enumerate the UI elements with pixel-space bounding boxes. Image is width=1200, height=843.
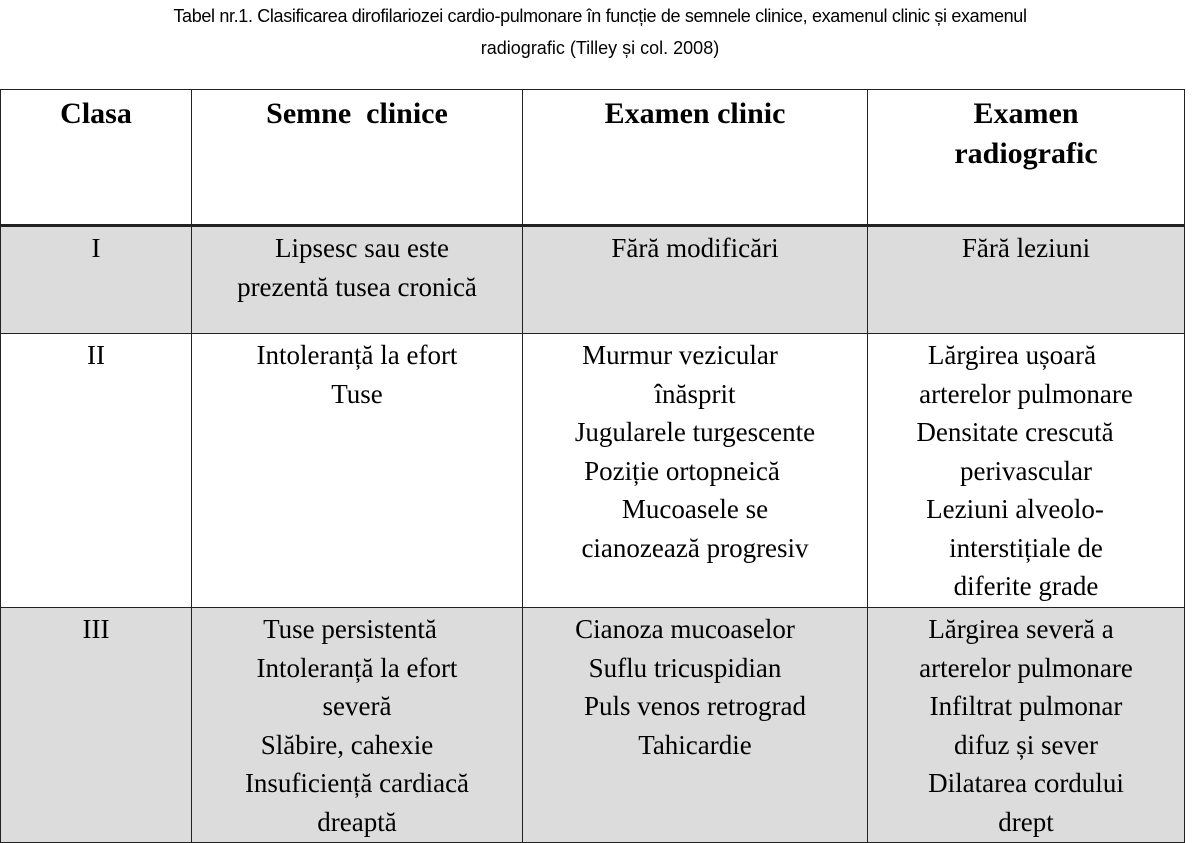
semne-cell [192, 226, 523, 334]
radio-cell [868, 334, 1185, 608]
list-item: Leziuni alveolo- [926, 494, 1104, 524]
semne-cell [192, 334, 523, 608]
list-item: cianozează progresiv [581, 532, 809, 563]
table-header-row [1, 90, 1185, 226]
table-row [1, 608, 1185, 843]
list-item: Poziție ortopneică [584, 455, 780, 486]
class-cell: I [1, 226, 192, 334]
list-item: Insuficiență cardiacă [244, 768, 470, 798]
list-item: severă [322, 691, 392, 721]
list-item: Tuse persistentă [263, 614, 437, 644]
header-semne-clinice: Semne clinice [192, 90, 523, 226]
list-item: Fără leziuni [961, 233, 1091, 263]
list-item: Murmur vezicular [582, 340, 778, 370]
list-item: Tuse [331, 378, 383, 409]
clinic-cell [523, 334, 868, 608]
classification-table [0, 89, 1185, 843]
radio-cell [868, 608, 1185, 843]
list-item: arterelor pulmonare [919, 378, 1133, 409]
caption-line-1: Tabel nr.1. Clasificarea dirofilariozei cardio-pulmonare în funcție de semnele clinice, examenul clinic și examenul [173, 6, 1027, 26]
list-item: Fără modificări [611, 233, 779, 263]
table-row [1, 334, 1185, 608]
list-item: interstițiale de [949, 532, 1103, 563]
caption-line-2: radiografic (Tilley și col. 2008) [480, 38, 720, 58]
list-item: înăsprit [654, 378, 736, 409]
header-radio-line-1: Examen [973, 97, 1079, 130]
list-item: Cianoza mucoaselor [575, 614, 795, 644]
header-examen-clinic: Examen clinic [523, 90, 868, 226]
list-item: Slăbire, cahexie [260, 729, 434, 760]
class-cell: II [1, 334, 192, 608]
list-item: Tahicardie [638, 729, 752, 760]
header-examen-radiografic [868, 90, 1185, 226]
list-item: Lipsesc sau este [275, 233, 449, 263]
header-radio-line-2: radiografic [954, 137, 1098, 170]
list-item: Intoleranță la efort [256, 652, 458, 683]
list-item: Lărgirea severă a [928, 614, 1114, 644]
list-item: diferite grade [953, 571, 1099, 601]
radio-cell [868, 226, 1185, 334]
list-item: Lărgirea ușoară [927, 340, 1097, 370]
list-item: Infiltrat pulmonar [929, 691, 1123, 721]
class-cell: III [1, 608, 192, 843]
table-caption [0, 0, 1200, 64]
list-item: dreaptă [317, 806, 397, 837]
table-row [1, 226, 1185, 334]
clinic-cell [523, 226, 868, 334]
semne-cell [192, 608, 523, 843]
clinic-cell [523, 608, 868, 843]
header-clasa: Clasa [1, 90, 192, 226]
list-item: difuz și sever [954, 729, 1098, 760]
list-item: Intoleranță la efort [256, 340, 458, 370]
list-item: drept [998, 806, 1054, 837]
list-item: prezentă tusea cronică [237, 271, 477, 302]
list-item: Puls venos retrograd [584, 691, 806, 721]
list-item: Mucoasele se [621, 494, 769, 524]
list-item: Dilatarea cordului [928, 768, 1124, 798]
list-item: perivascular [960, 455, 1092, 486]
list-item: Jugularele turgescente [574, 417, 816, 447]
list-item: Suflu tricuspidian [588, 652, 782, 683]
list-item: arterelor pulmonare [919, 652, 1133, 683]
list-item: Densitate crescută [916, 417, 1114, 447]
